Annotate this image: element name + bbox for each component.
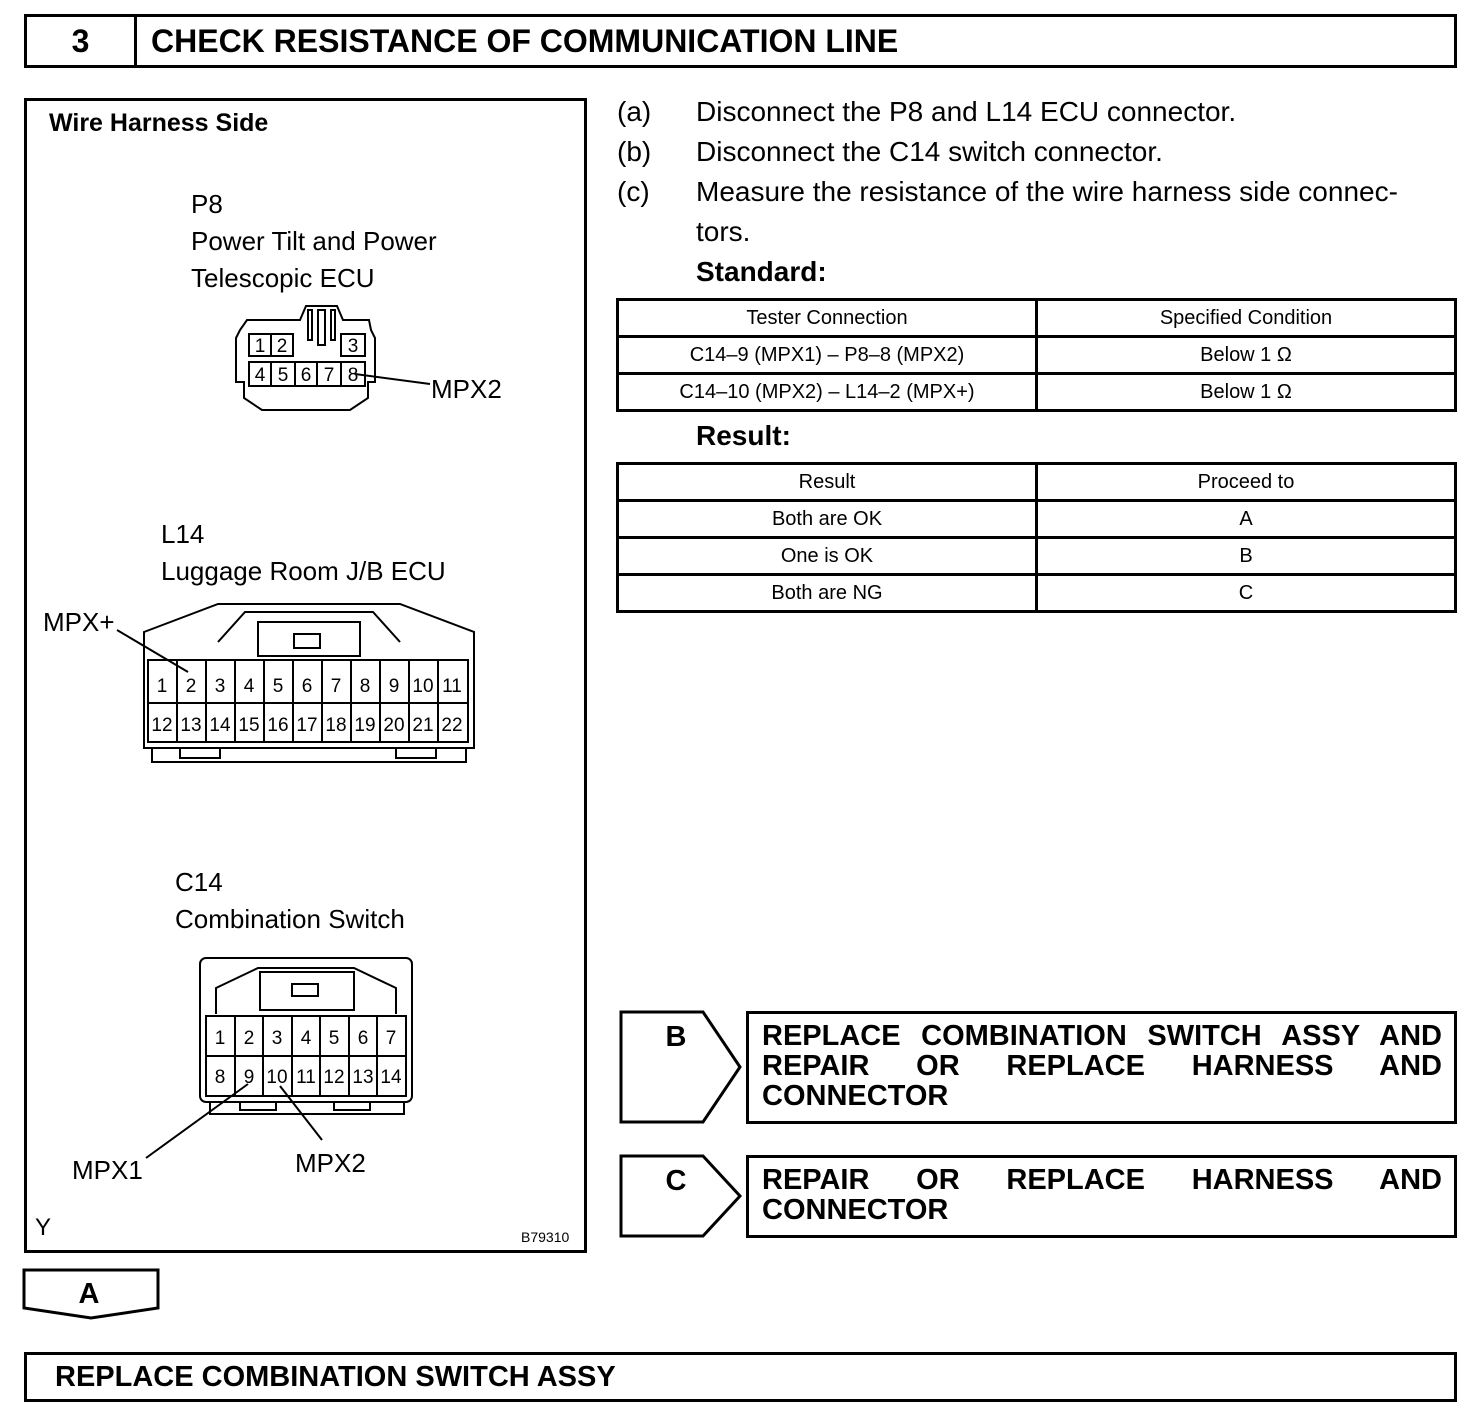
- l14-pin-12: 12: [151, 715, 173, 736]
- col-tester-connection: Tester Connection: [618, 300, 1037, 337]
- cell-connection: C14–10 (MPX2) – L14–2 (MPX+): [618, 374, 1037, 411]
- table-row: [618, 337, 1456, 374]
- c14-pin-12: 12: [323, 1067, 345, 1088]
- cell-connection: C14–9 (MPX1) – P8–8 (MPX2): [618, 337, 1037, 374]
- branch-c-code: C: [665, 1165, 687, 1197]
- corner-mark: Y: [35, 1214, 52, 1241]
- l14-pin-19: 19: [354, 715, 376, 736]
- l14-pin-22: 22: [441, 715, 463, 736]
- c14-code: C14: [175, 867, 223, 897]
- l14-pin-2: 2: [185, 676, 197, 697]
- c14-pin-2: 2: [243, 1028, 255, 1049]
- c14-pin-11: 11: [296, 1067, 316, 1088]
- col-specified-condition: Specified Condition: [1037, 300, 1456, 337]
- l14-pin-10: 10: [412, 676, 434, 697]
- step-c-text: Measure the resistance of the wire harness side connec-: [696, 176, 1398, 207]
- c14-pin-4: 4: [300, 1028, 312, 1049]
- branch-b-arrow: [621, 1012, 740, 1122]
- c14-pin-7: 7: [385, 1028, 397, 1049]
- cell-proceed: A: [1037, 501, 1456, 538]
- cell-result: Both are OK: [618, 501, 1037, 538]
- cell-proceed: C: [1037, 575, 1456, 612]
- branch-b-line1: REPLACE COMBINATION SWITCH ASSY AND: [762, 1020, 1442, 1052]
- p8-pin-5: 5: [277, 365, 289, 386]
- wiring-figure: [24, 98, 587, 1253]
- next-a-arrow: [24, 1270, 158, 1318]
- l14-code: L14: [161, 519, 205, 549]
- table-row: [618, 374, 1456, 411]
- standard-table: [616, 298, 1457, 412]
- figure-title: Wire Harness Side: [49, 109, 269, 137]
- cell-result: One is OK: [618, 538, 1037, 575]
- p8-name-line1: Power Tilt and Power: [191, 226, 437, 256]
- step-c-text-cont: tors.: [696, 216, 751, 247]
- branch-c-text: [762, 1165, 1442, 1225]
- branch-b-line2: REPAIR OR REPLACE HARNESS AND: [762, 1050, 1442, 1082]
- branch-b-code: B: [665, 1021, 687, 1053]
- p8-code: P8: [191, 189, 223, 219]
- result-heading: Result:: [696, 420, 791, 451]
- c14-pin-10: 10: [266, 1067, 288, 1088]
- l14-pin-16: 16: [267, 715, 289, 736]
- branch-c-line1: REPAIR OR REPLACE HARNESS AND: [762, 1164, 1442, 1196]
- c14-callout-mpx1: MPX1: [72, 1155, 143, 1185]
- table-header-row: [618, 464, 1456, 501]
- l14-pin-9: 9: [388, 676, 400, 697]
- col-proceed-to: Proceed to: [1037, 464, 1456, 501]
- l14-pin-5: 5: [272, 676, 284, 697]
- l14-pin-3: 3: [214, 676, 226, 697]
- figure-id: B79310: [521, 1229, 570, 1245]
- branch-b-text: [762, 1021, 1442, 1111]
- l14-pin-6: 6: [301, 676, 313, 697]
- p8-pin-3: 3: [347, 336, 359, 357]
- l14-pin-8: 8: [359, 676, 371, 697]
- p8-pin-2: 2: [276, 336, 288, 357]
- p8-pin-8: 8: [347, 365, 359, 386]
- l14-pin-13: 13: [180, 715, 202, 736]
- step-a-text: Disconnect the P8 and L14 ECU connector.: [696, 96, 1237, 127]
- next-action-box: REPLACE COMBINATION SWITCH ASSY: [24, 1352, 1457, 1402]
- c14-pin-1: 1: [214, 1028, 226, 1049]
- step-b-label: (b): [617, 136, 652, 167]
- c14-pin-8: 8: [214, 1067, 226, 1088]
- p8-callout-mpx2: MPX2: [431, 374, 502, 404]
- c14-pin-14: 14: [380, 1067, 402, 1088]
- p8-pin-7: 7: [323, 365, 335, 386]
- next-a-code: A: [78, 1278, 100, 1310]
- l14-pin-14: 14: [209, 715, 231, 736]
- cell-result: Both are NG: [618, 575, 1037, 612]
- cell-proceed: B: [1037, 538, 1456, 575]
- step-c-label: (c): [617, 176, 650, 207]
- l14-name: Luggage Room J/B ECU: [161, 556, 446, 586]
- standard-heading: Standard:: [696, 256, 827, 287]
- step-a-label: (a): [617, 96, 652, 127]
- l14-pin-11: 11: [442, 676, 462, 697]
- table-row: [618, 538, 1456, 575]
- step-title: CHECK RESISTANCE OF COMMUNICATION LINE: [134, 14, 1457, 68]
- cell-condition: Below 1 Ω: [1037, 337, 1456, 374]
- p8-pin-1: 1: [254, 336, 266, 357]
- table-row: [618, 575, 1456, 612]
- branch-c-line2: CONNECTOR: [762, 1194, 949, 1226]
- c14-pin-13: 13: [352, 1067, 374, 1088]
- l14-pin-4: 4: [243, 676, 255, 697]
- l14-pin-15: 15: [238, 715, 260, 736]
- table-header-row: [618, 300, 1456, 337]
- step-number: 3: [24, 14, 137, 68]
- c14-name: Combination Switch: [175, 904, 405, 934]
- p8-pin-6: 6: [300, 365, 312, 386]
- l14-pin-7: 7: [330, 676, 342, 697]
- p8-pin-4: 4: [254, 365, 266, 386]
- c14-pin-6: 6: [357, 1028, 369, 1049]
- col-result: Result: [618, 464, 1037, 501]
- branch-b-line3: CONNECTOR: [762, 1080, 949, 1112]
- l14-pin-1: 1: [156, 676, 168, 697]
- c14-pin-5: 5: [328, 1028, 340, 1049]
- c14-pin-3: 3: [271, 1028, 283, 1049]
- cell-condition: Below 1 Ω: [1037, 374, 1456, 411]
- result-table: [616, 462, 1457, 613]
- l14-pin-21: 21: [412, 715, 434, 736]
- l14-pin-20: 20: [383, 715, 405, 736]
- c14-pin-9: 9: [243, 1067, 255, 1088]
- table-row: [618, 501, 1456, 538]
- step-b-text: Disconnect the C14 switch connector.: [696, 136, 1163, 167]
- l14-pin-18: 18: [325, 715, 347, 736]
- c14-callout-mpx2: MPX2: [295, 1148, 366, 1178]
- l14-pin-17: 17: [296, 715, 318, 736]
- p8-name-line2: Telescopic ECU: [191, 263, 375, 293]
- branch-c-arrow: [621, 1156, 740, 1236]
- l14-callout-mpx-plus: MPX+: [43, 607, 115, 637]
